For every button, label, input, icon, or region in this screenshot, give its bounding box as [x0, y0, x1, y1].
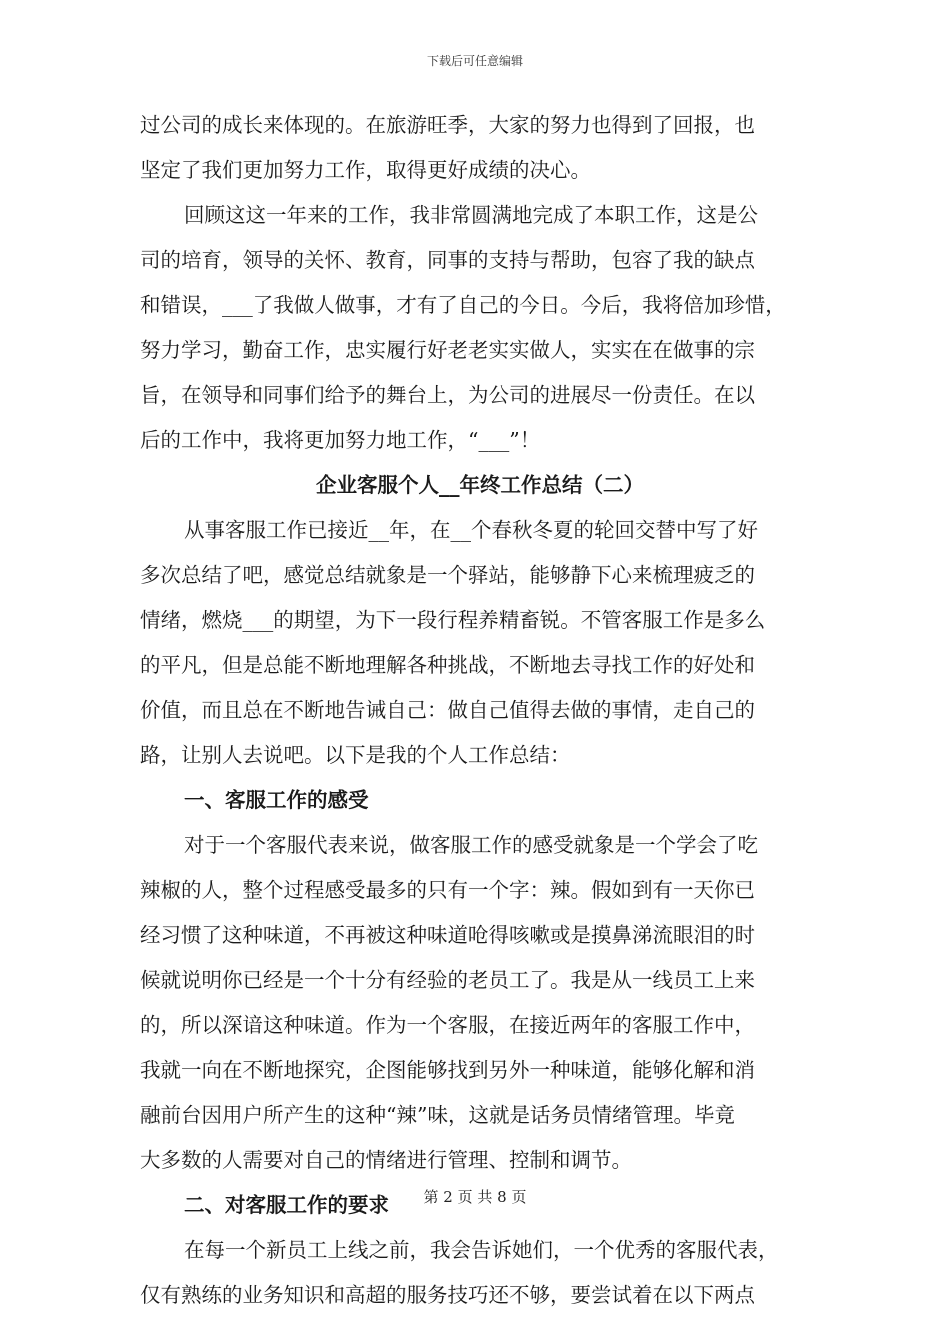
subheading-requirements: 二、对客服工作的要求: [184, 1193, 389, 1217]
text-line: 辣椒的人，整个过程感受最多的只有一个字：辣。假如到有一天你已: [140, 878, 755, 902]
document-body: [140, 108, 820, 1323]
text-line: 大多数的人需要对自己的情绪进行管理、控制和调节。: [140, 1148, 632, 1172]
text-line: 和错误，___了我做人做事，才有了自己的今日。今后，我将倍加珍惜，: [140, 293, 786, 317]
text-line: 后的工作中，我将更加努力地工作，“___”！: [140, 428, 541, 452]
text-line: 多次总结了吧，感觉总结就象是一个驿站，能够静下心来梳理疲乏的: [140, 563, 755, 587]
text-line: 司的培育，领导的关怀、教育，同事的支持与帮助，包容了我的缺点: [140, 248, 755, 272]
text-line: 候就说明你已经是一个十分有经验的老员工了。我是从一线员工上来: [140, 968, 755, 992]
section-title: 企业客服个人__年终工作总结（二）: [316, 473, 644, 497]
text-line: 过公司的成长来体现的。在旅游旺季，大家的努力也得到了回报，也: [140, 113, 755, 137]
text-line: 的平凡，但是总能不断地理解各种挑战，不断地去寻找工作的好处和: [140, 653, 755, 677]
text-line: 融前台因用户所产生的这种“辣”味，这就是话务员情绪管理。毕竟: [140, 1103, 735, 1127]
text-line: 努力学习，勤奋工作，忠实履行好老老实实做人，实实在在做事的宗: [140, 338, 755, 362]
text-line: 回顾这这一年来的工作，我非常圆满地完成了本职工作，这是公: [184, 203, 758, 227]
text-line: 我就一向在不断地探究，企图能够找到另外一种味道，能够化解和消: [140, 1058, 755, 1082]
text-line: 仅有熟练的业务知识和高超的服务技巧还不够，要尝试着在以下两点: [140, 1283, 755, 1307]
text-line: 经习惯了这种味道，不再被这种味道呛得咳嗽或是摸鼻涕流眼泪的时: [140, 923, 755, 947]
text-line: 路，让别人去说吧。以下是我的个人工作总结：: [140, 743, 571, 767]
text-line: 情绪，燃烧___的期望，为下一段行程养精畜锐。不管客服工作是多么: [140, 608, 766, 632]
text-line: 坚定了我们更加努力工作，取得更好成绩的决心。: [140, 158, 591, 182]
text-line: 在每一个新员工上线之前，我会告诉她们，一个优秀的客服代表，: [184, 1238, 779, 1262]
text-line: 从事客服工作已接近__年，在__个春秋冬夏的轮回交替中写了好: [184, 518, 758, 542]
text-line: 对于一个客服代表来说，做客服工作的感受就象是一个学会了吃: [184, 833, 758, 857]
page-footer: 第 2 页 共 8 页: [423, 1188, 527, 1206]
page-header: 下载后可任意编辑: [426, 54, 523, 68]
subheading-feelings: 一、客服工作的感受: [184, 788, 369, 812]
text-line: 旨，在领导和同事们给予的舞台上，为公司的进展尽一份责任。在以: [140, 383, 755, 407]
text-line: 价值，而且总在不断地告诫自己：做自己值得去做的事情，走自己的: [140, 698, 755, 722]
text-line: 的，所以深谙这种味道。作为一个客服，在接近两年的客服工作中，: [140, 1013, 755, 1037]
